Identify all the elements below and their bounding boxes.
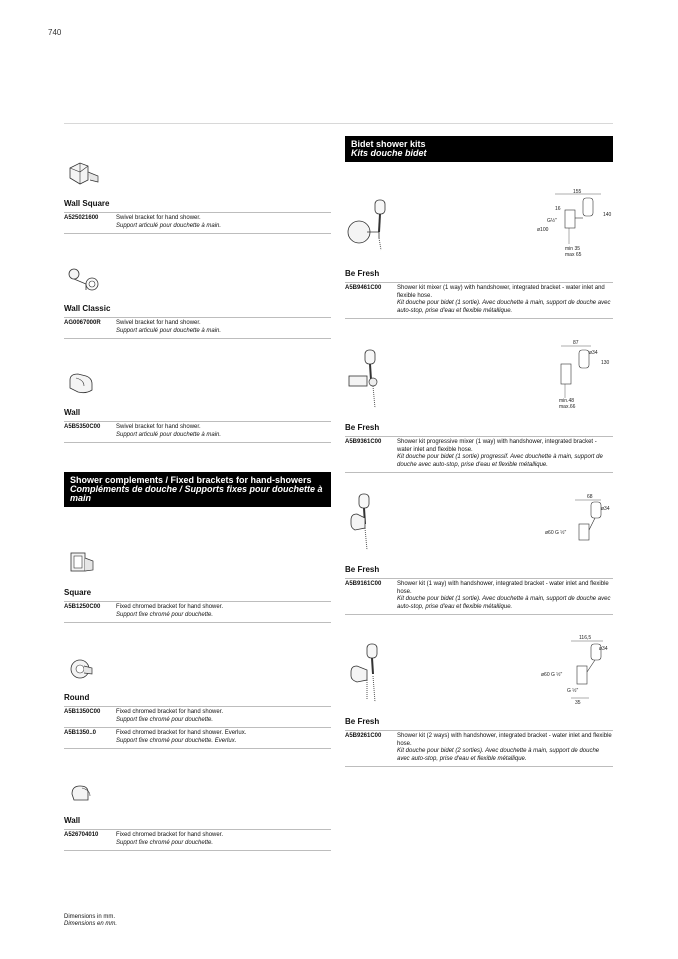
table-row (64, 727, 331, 749)
description-fr: Kit douche pour bidet (2 sorties). Avec douchette à main, support de douche avec auto-stop, prise d'eau et flexible métallique. (397, 748, 600, 762)
table-row (64, 317, 331, 339)
product-title: Be Fresh (345, 717, 380, 726)
table-row (345, 282, 613, 319)
product-description (116, 730, 246, 745)
description-en: Shower kit (2 ways) with handshower, integrated bracket - water inlet and flexible hose. (397, 733, 612, 747)
bidet-kit-single-icon (345, 490, 401, 552)
dimension-label: ø34 (601, 506, 610, 512)
product-be-fresh-progressive (345, 423, 613, 473)
dimension-drawing (551, 338, 613, 414)
section-title-fr: Compléments de douche / Supports fixes pour douchette à main (70, 484, 323, 503)
product-be-fresh-two-way (345, 717, 613, 767)
wall-fixed-bracket-icon (68, 780, 96, 806)
section-title-fr: Kits douche bidet (351, 148, 427, 158)
dimension-label: min.48 (559, 398, 575, 404)
product-code: AG0067000R (64, 320, 101, 326)
product-description (397, 285, 613, 315)
section-title-en: Shower complements / Fixed brackets for hand-showers (70, 475, 312, 485)
product-code: A5B5350C00 (64, 424, 101, 430)
dimension-label: max 65 (565, 252, 582, 258)
dimension-drawing (545, 490, 613, 550)
description-fr: Support fixe chromé pour douchette. (116, 611, 214, 618)
dimension-label: 35 (575, 700, 581, 706)
product-title: Round (64, 693, 90, 702)
right-column (345, 0, 613, 959)
page-number: 740 (48, 28, 62, 37)
description-en: Shower kit mixer (1 way) with handshower, integrated bracket - water inlet and flexible hose. (397, 285, 605, 299)
description-fr: Kit douche pour bidet (1 sortie). Avec douchette à main, support de douche avec auto-stop, prise d'eau et flexible métallique. (397, 300, 611, 314)
product-code: A5B1250C00 (64, 604, 101, 610)
product-wall-square (64, 199, 331, 234)
product-title: Wall (64, 408, 81, 417)
product-code: A5B1350C00 (64, 709, 101, 715)
dimension-label: G ½" (567, 688, 579, 694)
complements-section-header (64, 472, 331, 507)
table-row (345, 436, 613, 473)
dimension-label: ø34 (589, 350, 598, 356)
description-en: Swivel bracket for hand shower. (116, 320, 201, 326)
round-fixed-bracket-icon (68, 656, 96, 682)
table-row (345, 730, 613, 767)
product-title: Be Fresh (345, 269, 380, 278)
wall-bracket-icon (66, 370, 96, 396)
table-row (64, 212, 331, 234)
product-code: A5B9261C00 (345, 733, 382, 739)
footer-note (64, 914, 117, 928)
footer-note-en: Dimensions in mm. (64, 914, 116, 920)
table-row (64, 706, 331, 727)
description-en: Fixed chromed bracket for hand shower. (116, 604, 224, 610)
description-fr: Kit douche pour bidet (1 sortie). Avec douchette à main, support de douche avec auto-stop, prise d'eau et flexible métallique. (397, 596, 611, 610)
bidet-kit-mixer-icon (345, 196, 401, 252)
product-code: A5B9161C00 (345, 581, 382, 587)
square-fixed-bracket-icon (68, 550, 96, 576)
product-description (116, 215, 221, 230)
dimension-label: G½" (547, 218, 557, 224)
product-wall-fixed (64, 816, 331, 851)
description-en: Swivel bracket for hand shower. (116, 215, 201, 221)
description-fr: Support fixe chromé pour douchette. (116, 839, 214, 846)
dimension-label: 16 (555, 206, 561, 212)
dimension-label: ø60 G ½" (545, 530, 567, 536)
wall-classic-bracket-icon (66, 266, 102, 294)
product-description (116, 709, 223, 724)
description-en: Fixed chromed bracket for hand shower. (116, 709, 224, 715)
product-title: Wall Classic (64, 304, 111, 313)
description-fr: Support fixe chromé pour douchette. (116, 716, 214, 723)
table-row (64, 601, 331, 623)
product-be-fresh-single (345, 565, 613, 615)
description-en: Shower kit (1 way) with handshower, integrated bracket - water inlet and flexible hose. (397, 581, 609, 595)
product-code: A525021600 (64, 215, 99, 221)
dimension-label: ø60 G ½" (541, 672, 563, 678)
product-description (116, 832, 223, 847)
dimension-label: 130 (601, 360, 610, 366)
dimension-label: min 35 (565, 246, 581, 252)
description-en: Shower kit progressive mixer (1 way) with handshower, integrated bracket - water inlet and flexible hose. (397, 439, 597, 453)
footer-note-fr: Dimensions en mm. (64, 921, 118, 927)
product-description (397, 581, 613, 611)
product-square (64, 588, 331, 623)
table-row (64, 829, 331, 851)
description-fr: Support articulé pour douchette à main. (116, 222, 222, 229)
description-fr: Support fixe chromé pour douchette. Everlux. (116, 737, 237, 744)
dimension-label: 155 (573, 189, 582, 195)
product-description (397, 439, 613, 469)
bidet-section-header (345, 136, 613, 162)
product-description (116, 604, 223, 619)
description-en: Fixed chromed bracket for hand shower. (116, 832, 224, 838)
product-wall (64, 408, 331, 443)
product-description (397, 733, 613, 763)
dimension-drawing (525, 188, 613, 260)
product-code: A5B9461C00 (345, 285, 382, 291)
product-description (116, 320, 221, 335)
description-en: Fixed chromed bracket for hand shower. Everlux. (116, 730, 247, 736)
product-be-fresh-mixer (345, 269, 613, 319)
wall-square-bracket-icon (66, 160, 102, 186)
product-title: Wall Square (64, 199, 110, 208)
bidet-kit-progressive-icon (345, 346, 401, 410)
dimension-label: 140 (603, 212, 612, 218)
product-code: A526704010 (64, 832, 99, 838)
product-round (64, 693, 331, 749)
dimension-label: max.66 (559, 404, 576, 410)
product-title: Square (64, 588, 92, 597)
dimension-label: ø100 (537, 227, 549, 233)
dimension-drawing (541, 632, 613, 706)
product-title: Wall (64, 816, 81, 825)
description-en: Swivel bracket for hand shower. (116, 424, 201, 430)
product-code: A5B9361C00 (345, 439, 382, 445)
product-wall-classic (64, 304, 331, 339)
description-fr: Support articulé pour douchette à main. (116, 327, 222, 334)
product-title: Be Fresh (345, 565, 380, 574)
description-fr: Support articulé pour douchette à main. (116, 431, 222, 438)
product-code: A5B1350..0 (64, 730, 97, 736)
dimension-label: 87 (573, 340, 579, 346)
bidet-kit-two-way-icon (345, 640, 401, 704)
description-fr: Kit douche pour bidet (1 sortie) progressif. Avec douchette à main, support de douche avec auto-stop, prise d'eau et flexible métallique. (397, 454, 603, 468)
section-title-en: Bidet shower kits (351, 139, 426, 149)
product-title: Be Fresh (345, 423, 380, 432)
dimension-label: 116,5 (579, 635, 592, 641)
table-row (64, 421, 331, 443)
product-description (116, 424, 221, 439)
table-row (345, 578, 613, 615)
dimension-label: 68 (587, 494, 593, 500)
left-column (64, 0, 331, 959)
dimension-label: ø34 (599, 646, 608, 652)
